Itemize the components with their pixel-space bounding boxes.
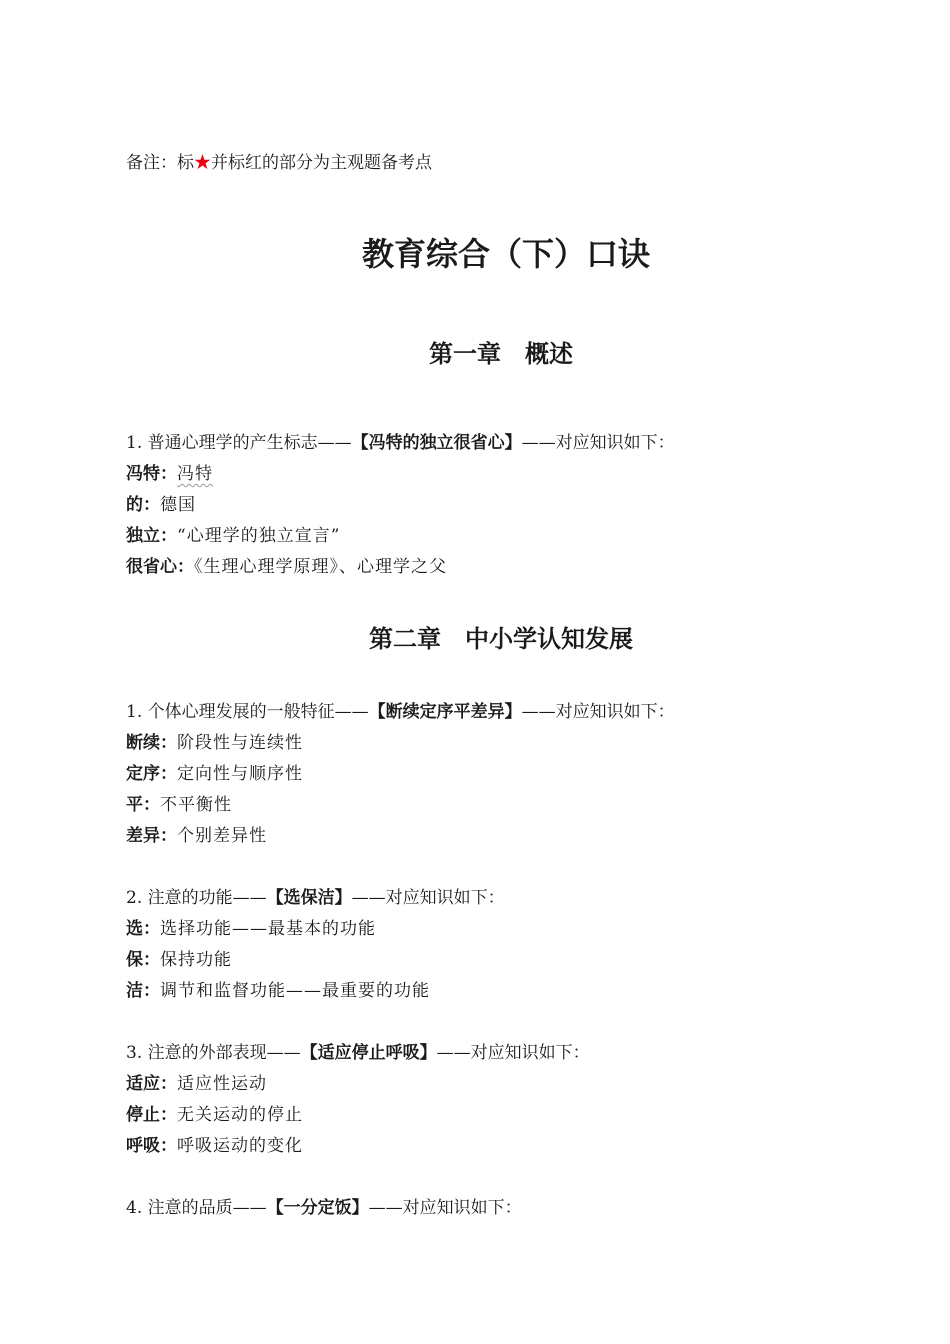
item-key: 的： bbox=[126, 495, 160, 515]
section-question bbox=[126, 700, 675, 724]
item-key: 停止： bbox=[126, 1105, 177, 1125]
list-item bbox=[126, 1103, 303, 1127]
item-value: 保持功能 bbox=[160, 950, 232, 970]
remark-prefix: 备注：标 bbox=[126, 153, 194, 173]
item-key: 适应： bbox=[126, 1074, 177, 1094]
question-suffix: ——对应知识如下： bbox=[521, 702, 675, 722]
item-key: 定序： bbox=[126, 764, 177, 784]
item-value: 选择功能——最基本的功能 bbox=[160, 919, 376, 939]
list-item bbox=[126, 948, 232, 972]
item-value: 冯特 bbox=[177, 464, 213, 484]
item-key: 选： bbox=[126, 919, 160, 939]
question-suffix: ——对应知识如下： bbox=[521, 433, 675, 453]
document-title: 教育综合（下）口诀 bbox=[361, 235, 650, 273]
chapter-heading: 第二章 中小学认知发展 bbox=[369, 624, 633, 653]
list-item bbox=[126, 493, 196, 517]
question-suffix: ——对应知识如下： bbox=[351, 888, 505, 908]
question-suffix: ——对应知识如下： bbox=[436, 1043, 590, 1063]
list-item bbox=[126, 979, 430, 1003]
list-item bbox=[126, 824, 267, 848]
item-value: 个别差异性 bbox=[177, 826, 267, 846]
item-key: 呼吸： bbox=[126, 1136, 177, 1156]
item-value: 不平衡性 bbox=[160, 795, 232, 815]
item-key: 保： bbox=[126, 950, 160, 970]
section-question bbox=[126, 1041, 590, 1065]
item-key: 断续： bbox=[126, 733, 177, 753]
item-value: 适应性运动 bbox=[177, 1074, 267, 1094]
item-value: 无关运动的停止 bbox=[177, 1105, 303, 1125]
list-item bbox=[126, 1072, 267, 1096]
list-item bbox=[126, 917, 376, 941]
mnemonic: 【选保洁】 bbox=[266, 888, 352, 908]
list-item bbox=[126, 731, 303, 755]
item-key: 冯特： bbox=[126, 464, 177, 484]
item-key: 平： bbox=[126, 795, 160, 815]
list-item bbox=[126, 462, 213, 486]
question-text: 1. 个体心理发展的一般特征—— bbox=[126, 702, 369, 722]
red-star-icon: ★ bbox=[194, 153, 211, 173]
item-key: 洁： bbox=[126, 981, 160, 1001]
list-item bbox=[126, 793, 232, 817]
list-item bbox=[126, 555, 447, 579]
mnemonic: 【冯特的独立很省心】 bbox=[351, 433, 522, 453]
list-item bbox=[126, 1134, 303, 1158]
question-text: 2. 注意的功能—— bbox=[126, 888, 267, 908]
item-value: 《生理心理学原理》、心理学之父 bbox=[194, 557, 447, 577]
item-value: 定向性与顺序性 bbox=[177, 764, 303, 784]
question-text: 1. 普通心理学的产生标志—— bbox=[126, 433, 352, 453]
chapter-heading: 第一章 概述 bbox=[429, 339, 573, 368]
mnemonic: 【一分定饭】 bbox=[266, 1198, 369, 1218]
item-value: 调节和监督功能——最重要的功能 bbox=[160, 981, 430, 1001]
item-key: 差异： bbox=[126, 826, 177, 846]
section-question bbox=[126, 431, 675, 455]
section-question bbox=[126, 1196, 522, 1220]
section-question bbox=[126, 886, 505, 910]
question-suffix: ——对应知识如下： bbox=[368, 1198, 522, 1218]
list-item bbox=[126, 524, 340, 548]
mnemonic: 【断续定序平差异】 bbox=[368, 702, 522, 722]
list-item bbox=[126, 762, 303, 786]
item-key: 独立： bbox=[126, 526, 177, 546]
item-value: 德国 bbox=[160, 495, 196, 515]
item-value: 呼吸运动的变化 bbox=[177, 1136, 303, 1156]
item-value: 阶段性与连续性 bbox=[177, 733, 303, 753]
remark-suffix: 并标红的部分为主观题备考点 bbox=[211, 153, 432, 173]
item-key: 很省心： bbox=[126, 557, 194, 577]
question-text: 3. 注意的外部表现—— bbox=[126, 1043, 301, 1063]
remark-note bbox=[126, 151, 432, 175]
item-value: “心理学的独立宣言” bbox=[177, 526, 341, 546]
mnemonic: 【适应停止呼吸】 bbox=[300, 1043, 437, 1063]
question-text: 4. 注意的品质—— bbox=[126, 1198, 267, 1218]
